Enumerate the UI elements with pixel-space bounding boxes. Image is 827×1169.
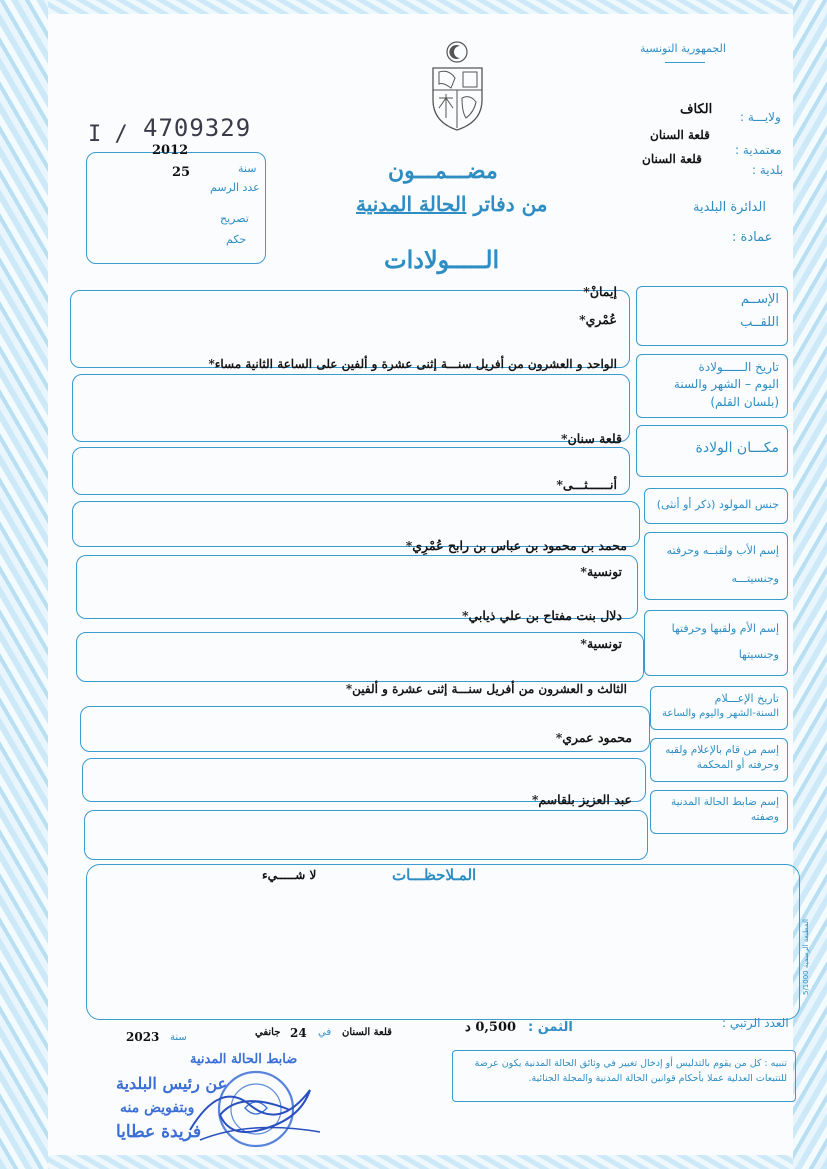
birth-date-sublabel: اليوم – الشهر والسنة xyxy=(673,377,779,392)
wilaya-value: الكاف xyxy=(680,102,713,117)
baladia-label: بلدية : xyxy=(752,163,784,177)
name-label: الإســم xyxy=(740,292,779,307)
registry-declaration-label: تصريح xyxy=(220,212,249,225)
registry-number-label: عدد الرسم xyxy=(210,181,260,194)
sex-label: جنس المولود (ذكر أو أنثى) xyxy=(656,498,779,511)
signature-mayor-line: عن رئيس البلدية xyxy=(116,1074,228,1093)
registers-title xyxy=(356,192,548,216)
price-value: 0,500 د xyxy=(465,1020,517,1035)
declarant-label-box xyxy=(650,738,788,782)
serial-number: 4709329 xyxy=(143,114,252,142)
declaration-date-label-box xyxy=(650,686,788,730)
extract-title: مضـــمـــون xyxy=(388,158,498,184)
remarks-value: لا شـــــيء xyxy=(262,868,317,882)
republic-label: الجمهورية التونسية xyxy=(640,42,726,55)
serial-prefix: I / xyxy=(88,122,128,147)
footer-in-label: في xyxy=(318,1027,332,1038)
price-label: الثمن : xyxy=(528,1020,573,1035)
motamadia-label: معتمدية : xyxy=(735,143,782,157)
father-nationality-value: تونسية* xyxy=(580,564,622,579)
decorative-border-top xyxy=(0,0,827,14)
omada-label: عمادة : xyxy=(732,230,773,245)
officer-label-box xyxy=(650,790,788,834)
birth-date-label: تاريخ الــــــولادة xyxy=(698,360,779,374)
registry-number-value: 25 xyxy=(172,165,191,180)
remarks-box xyxy=(86,864,800,1020)
daira-label: الدائرة البلدية xyxy=(693,200,766,215)
birth-date-value-box xyxy=(72,374,630,442)
serial-order-label: العدد الرتبي : xyxy=(722,1016,789,1030)
mother-label-box xyxy=(644,610,788,676)
tunisia-emblem-icon xyxy=(425,38,490,133)
birth-place-value: قلعة سنان* xyxy=(561,431,622,446)
decorative-border-left xyxy=(0,0,48,1169)
officer-value: عبد العزيز بلقاسم* xyxy=(531,792,632,807)
declarant-value: محمود عمري* xyxy=(555,730,632,745)
surname-value: عُمْري* xyxy=(579,312,617,327)
motamadia-value: قلعة السنان xyxy=(650,128,710,142)
baladia-value: قلعة السنان xyxy=(642,152,702,166)
declarant-sublabel: وحرفته أو المحكمة xyxy=(696,759,779,772)
signature-delegation-line: وبتفويض منه xyxy=(120,1100,195,1116)
decorative-border-bottom xyxy=(0,1155,827,1169)
birth-date-words-label: (بلسان القلم) xyxy=(710,394,779,409)
surname-label: اللقــب xyxy=(740,314,779,330)
registers-title-prefix: من دفاتر xyxy=(473,192,548,216)
officer-label: إسم ضابط الحالة المدنية xyxy=(670,796,779,808)
father-value: محمد بن محمود بن عباس بن رابح عُمْرِي* xyxy=(405,538,627,553)
declaration-date-value: الثالث و العشرون من أفريل سنـــة إثنى عشرة و ألفين* xyxy=(345,682,627,696)
printer-code: المطبعة الرسمية 5/1000 xyxy=(802,919,810,995)
birth-date-value: الواحد و العشرون من أفريل سنـــة إثنى عشرة و ألفين على الساعة الثانية مساء* xyxy=(208,357,617,371)
footer-year-value: 2023 xyxy=(126,1030,160,1044)
handwritten-signature-icon xyxy=(180,1060,330,1150)
declaration-date-sublabel: السنة-الشهر واليوم والساعة xyxy=(662,707,779,719)
officer-value-box xyxy=(84,810,648,860)
declaration-date-value-box xyxy=(80,706,650,752)
mother-value: دلال بنت مفتاح بن علي ذيابي* xyxy=(461,608,622,623)
footer-date-day: 24 xyxy=(290,1026,307,1040)
birth-place-label: مكـــان الولادة xyxy=(695,440,779,456)
republic-underline xyxy=(665,62,705,63)
mother-label: إسم الأم ولقبها وحرفتها xyxy=(671,622,779,635)
registry-judgment-label: حكم xyxy=(226,233,247,246)
mother-nationality-label: وجنسيتها xyxy=(738,647,779,661)
birth-place-value-box xyxy=(72,447,630,495)
mother-nationality-value: تونسية* xyxy=(580,636,622,651)
footer-date-month: جانفي xyxy=(255,1027,281,1038)
officer-sublabel: وصفته xyxy=(750,811,779,824)
name-label-box xyxy=(636,286,788,346)
sex-value: أنــــــثـــى* xyxy=(556,477,617,492)
father-label-box xyxy=(644,532,788,600)
first-name-value: إيمانْ* xyxy=(583,284,617,299)
registers-title-suffix: الحالة المدنية xyxy=(356,192,467,216)
sex-label-box xyxy=(644,488,788,524)
registry-year-label: سنة xyxy=(238,162,257,175)
warning-notice: تنبيه : كل من يقوم بالتدليس أو إدخال تغيير في وثائق الحالة المدنية يكون عرضة للتتبعات العدلية عملا بأحكام قوانين الحالة المدنية والمجلة الجنائية. xyxy=(452,1050,796,1102)
wilaya-label: ولايـــة : xyxy=(740,110,781,124)
father-label: إسم الأب ولقبــه وحرفته xyxy=(666,544,779,557)
mother-value-box xyxy=(76,632,644,682)
footer-year-label: سنة xyxy=(170,1032,187,1043)
signature-name-line: فريدة عطايا xyxy=(116,1122,202,1142)
father-nationality-label: وجنسيتـــه xyxy=(731,571,779,585)
birth-place-label-box xyxy=(636,425,788,477)
declarant-label: إسم من قام بالإعلام ولقبه xyxy=(665,744,779,756)
birth-date-label-box xyxy=(636,354,788,418)
births-title: الـــــولادات xyxy=(384,245,500,274)
remarks-label: المـلاحظـــات xyxy=(392,866,477,884)
signature-officer-title: ضابط الحالة المدنية xyxy=(190,1052,298,1067)
footer-place: قلعة السنان xyxy=(342,1027,392,1038)
declaration-date-label: تاريخ الإعـــلام xyxy=(714,692,779,705)
registry-year-value: 2012 xyxy=(152,143,189,158)
